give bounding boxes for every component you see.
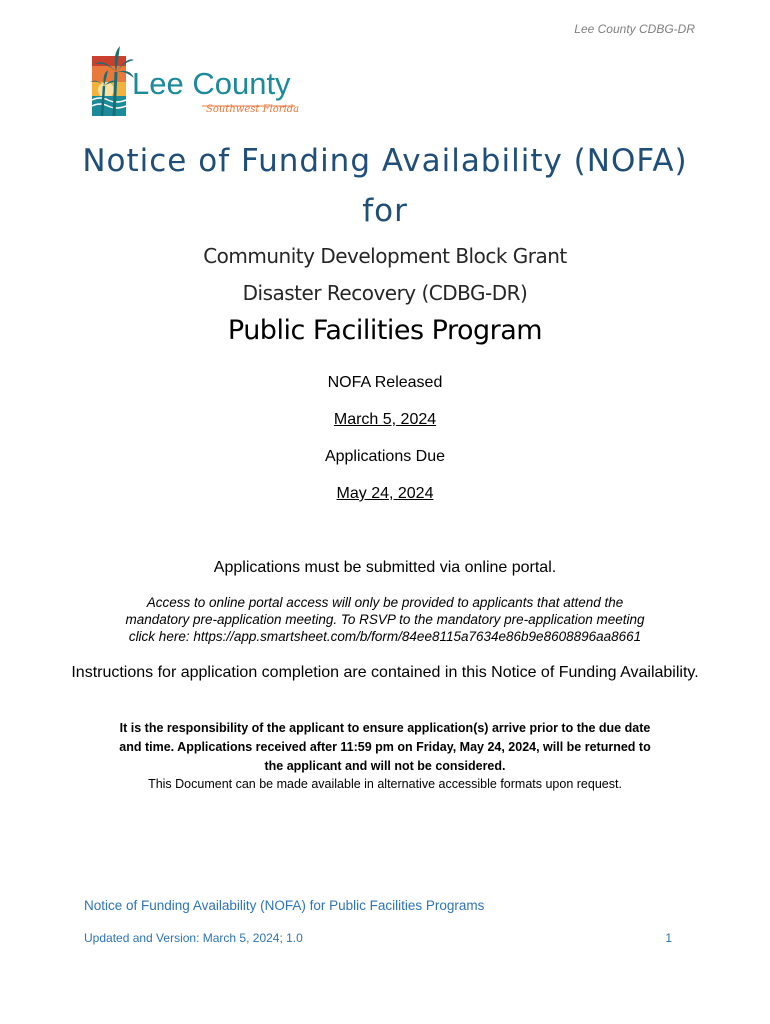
subtitle-line-1: Community Development Block Grant	[203, 244, 567, 268]
lee-county-logo	[90, 42, 305, 122]
access-line: mandatory pre-application meeting. To RSVP to the mandatory pre-application meeting	[125, 612, 645, 627]
released-date-row	[40, 411, 730, 429]
responsibility-line: the applicant and will not be considered.	[264, 759, 506, 773]
access-line: Access to online portal access will only be provided to applicants that attend the	[146, 595, 624, 610]
rsvp-link-line[interactable]: click here: https://app.smartsheet.com/b/form/84ee8115a7634e86b9e8608896aa8661	[128, 629, 642, 644]
released-label: NOFA Released	[327, 374, 443, 391]
logo-tagline: Southwest Florida	[206, 104, 300, 115]
document-title-for: for	[362, 193, 408, 229]
logo-emblem-icon	[90, 46, 134, 116]
logo-wordmark: Lee County	[132, 66, 291, 101]
program-name: Public Facilities Program	[227, 315, 543, 346]
footer-version: Updated and Version: March 5, 2024; 1.0	[84, 931, 303, 945]
access-notice	[60, 594, 710, 645]
running-header: Lee County CDBG-DR	[574, 22, 695, 36]
responsibility-notice	[60, 719, 710, 776]
footer-title: Notice of Funding Availability (NOFA) for Public Facilities Programs	[84, 898, 485, 913]
instructions-text: Instructions for application completion are contained in this Notice of Funding Availability.	[71, 664, 699, 681]
document-title: Notice of Funding Availability (NOFA)	[82, 143, 688, 179]
due-label: Applications Due	[324, 448, 446, 465]
due-date: May 24, 2024	[336, 485, 434, 502]
subtitle-line-2: Disaster Recovery (CDBG-DR)	[242, 281, 528, 305]
responsibility-line: It is the responsibility of the applicant to ensure application(s) arrive prior to the due date	[119, 721, 651, 735]
page-number: 1	[665, 931, 672, 945]
portal-notice: Applications must be submitted via online portal.	[213, 559, 557, 576]
due-date-row	[40, 485, 730, 503]
alt-format-notice: This Document can be made available in alternative accessible formats upon request.	[148, 777, 622, 791]
released-date: March 5, 2024	[333, 411, 437, 428]
responsibility-line: and time. Applications received after 11:59 pm on Friday, May 24, 2024, will be returned to	[119, 740, 651, 754]
